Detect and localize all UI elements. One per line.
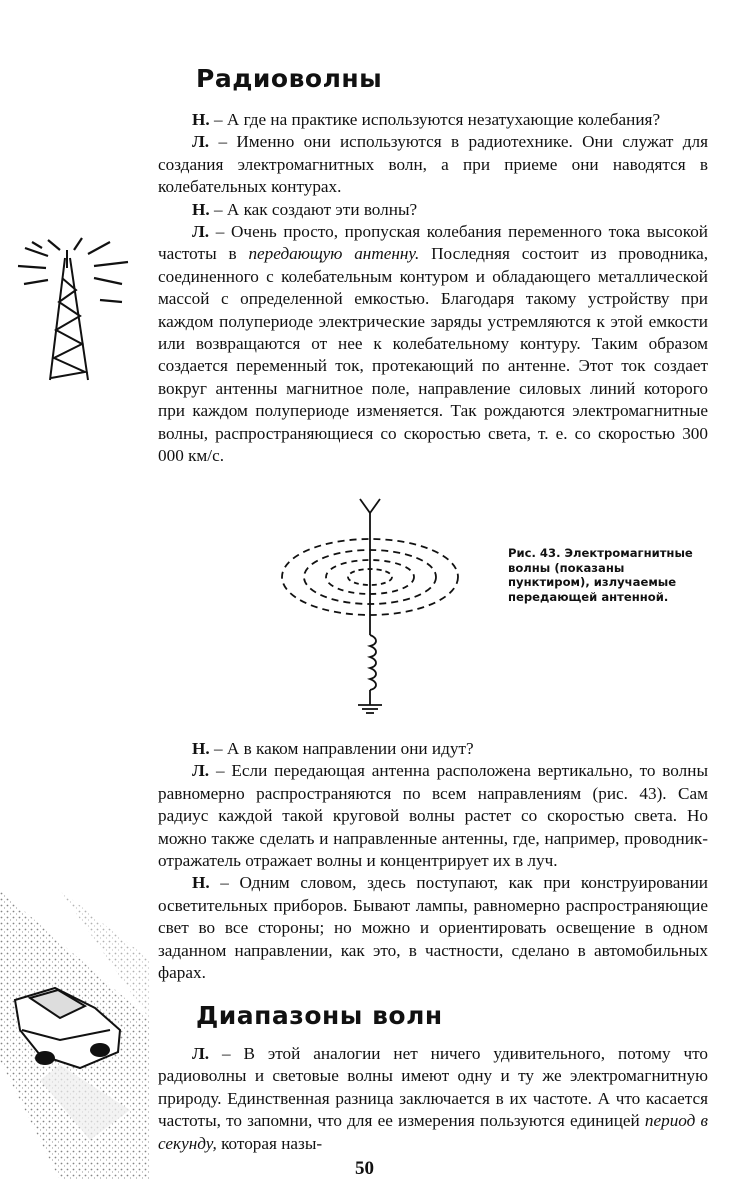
antenna-wave-figure <box>268 495 478 725</box>
paragraph: Л. – В этой аналогии нет ничего удивительного, потому что радиоволны и световые волны имеют одну и ту же электромагнитную природу. Единственная разница заключается в их частоте. А что касается частоты, то запомни, что для ее измерения пользуются единицей период в секунду, которая назы- <box>158 1044 708 1153</box>
section-title-wave-bands: Диапазоны волн <box>196 1001 443 1030</box>
text-block-2 <box>158 738 708 984</box>
text-block-1 <box>158 109 708 468</box>
paragraph: Н. – Одним словом, здесь поступают, как при конструировании осветительных приборов. Бывают лампы, равномерно распространяющие свет во все стороны; но можно и ориентировать освещение в одном заданном направлении, как это, в частности, сделано в автомобильных фарах. <box>158 873 708 983</box>
car-headlights-illustration <box>0 880 150 1180</box>
paragraph: Л. – Если передающая антенна расположена вертикально, то волны равномерно распространяются по всем направлениям (рис. 43). Сам радиус каждой такой круговой волны растет со скоростью света. Но можно также сделать и направленные антенны, где, например, проводник-отражатель отражает волны и концентрирует их в луч. <box>158 761 708 871</box>
text-block-3 <box>158 1043 708 1155</box>
paragraph: Л. – Именно они используются в радиотехнике. Они служат для создания электромагнитных волн, а при приеме они наводятся в колебательных контурах. <box>158 132 708 197</box>
paragraph: Н. – А в каком направлении они идут? <box>192 739 474 758</box>
figure-caption: Рис. 43. Электромагнитные волны (показаны пунктиром), излучаемые передающей антенной. <box>508 546 693 604</box>
paragraph: Н. – А как создают эти волны? <box>192 199 418 219</box>
paragraph: Л. – Очень просто, пропуская колебания переменного тока высокой частоты в передающую антенну. Последняя состоит из проводника, соединенного с колебательным контуром и обладающего металлической массой с определенной емкостью. Благодаря такому устройству при каждом полупериоде электрические заряды устремляются к этой емкости или возвращаются от нее к колебательному контуру. Таким образом создается переменный ток, протекающий по антенне. Этот ток создает вокруг антенны магнитное поле, направление силовых линий которого при каждом полупериоде изменяется. Так рождаются электромагнитные волны, распространяющиеся со скоростью света, т. е. со скоростью 300 000 км/с. <box>158 222 708 466</box>
section-title-radiowaves: Радиоволны <box>196 64 383 93</box>
page-number: 50 <box>355 1158 374 1179</box>
paragraph: Н. – А где на практике используются незатухающие колебания? <box>192 110 661 129</box>
radio-tower-illustration <box>10 228 140 388</box>
